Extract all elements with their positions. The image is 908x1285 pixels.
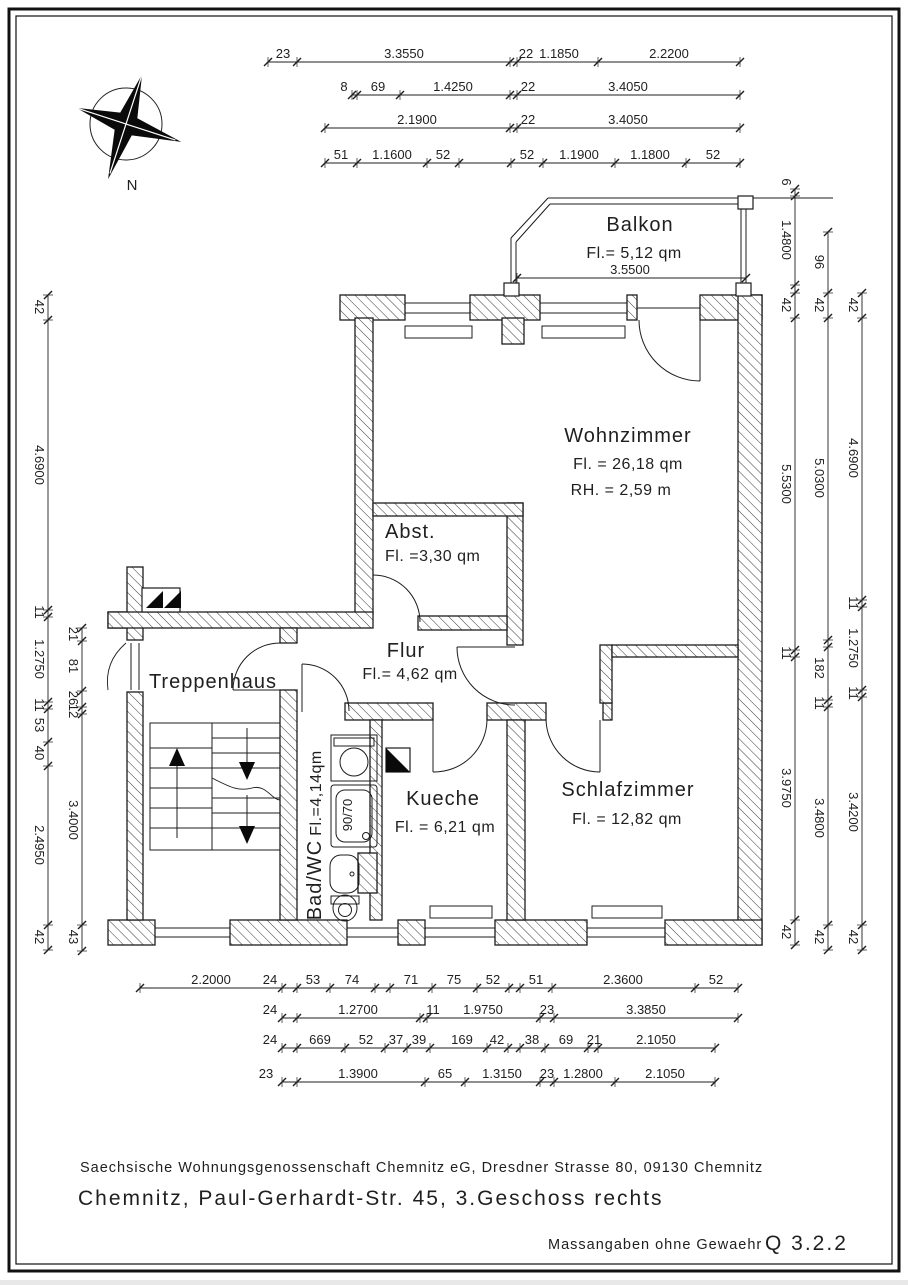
dimension-label: 5.5300 [779, 464, 794, 504]
kueche-area: Fl. = 6,21 qm [394, 819, 496, 836]
flur-area: Fl.= 4,62 qm [362, 666, 458, 683]
dimension-label: 23 [539, 1002, 555, 1017]
dimension-label: 1.2750 [32, 639, 47, 679]
dimension-label: 42 [489, 1032, 505, 1047]
dimension-label: 39 [411, 1032, 427, 1047]
bad-area: Fl.=4,14qm [308, 750, 325, 836]
dimension-label: 42 [846, 929, 861, 945]
dimension-label: 2.1050 [636, 1032, 676, 1047]
dimension-label: 52 [708, 972, 724, 987]
compass-north-label: N [126, 177, 138, 194]
vent-shaft-symbol [386, 748, 410, 772]
dimension-label: 21 [66, 626, 81, 642]
dimension-label: 52 [519, 147, 535, 162]
dimension-label: 53 [305, 972, 321, 987]
doors [233, 320, 700, 772]
dimension-label: 38 [524, 1032, 540, 1047]
dimension-label: 11 [426, 1002, 440, 1017]
dimension-label: 11 [779, 646, 794, 660]
dimension-label: 11 [32, 605, 47, 619]
dimension-label: 3.9750 [779, 768, 794, 808]
abstellraum-name: Abst. [385, 521, 436, 543]
dimension-label: 11 [812, 696, 827, 710]
toilet-icon [331, 895, 359, 921]
dimension-label: 2.2200 [649, 46, 689, 61]
dimension-label: 21 [586, 1032, 602, 1047]
dimension-label: 11 [846, 596, 861, 610]
dimension-label: 75 [446, 972, 462, 987]
dimension-label: 42 [812, 297, 827, 313]
dimension-label: 1.4250 [433, 79, 473, 94]
disclaimer-line: Massangaben ohne Gewaehr [548, 1237, 763, 1253]
dimension-label: 1.2700 [338, 1002, 378, 1017]
kueche-name: Kueche [406, 788, 480, 810]
schlafzimmer-area: Fl. = 12,82 qm [572, 811, 682, 828]
dimension-label: 11 [846, 686, 861, 700]
dimension-label: 24 [262, 1002, 278, 1017]
dimension-label: 4.6900 [846, 438, 861, 478]
dimension-label: 81 [66, 658, 81, 674]
treppenhaus-name: Treppenhaus [148, 671, 278, 693]
dimension-label: 12 [66, 703, 81, 719]
wohnzimmer-area: Fl. = 26,18 qm [573, 456, 683, 473]
room-labels [149, 214, 695, 920]
owner-line: Saechsische Wohnungsgenossenschaft Chemnitz eG, Dresdner Strasse 80, 09130 Chemnitz [80, 1160, 764, 1176]
dimension-label: 52 [358, 1032, 374, 1047]
stair-up-arrow [169, 748, 185, 838]
dimension-label: 1.1900 [559, 147, 599, 162]
dimension-label: 22 [520, 79, 536, 94]
dimension-label: 42 [779, 297, 794, 313]
dimension-label: 3.3850 [626, 1002, 666, 1017]
schlafzimmer-name: Schlafzimmer [561, 779, 695, 801]
dimension-label: 22 [518, 46, 534, 61]
dimension-label: 42 [32, 299, 47, 315]
dimension-label: 69 [558, 1032, 574, 1047]
dimension-label: 1.3900 [338, 1066, 378, 1081]
dimension-label: 42 [846, 297, 861, 313]
dimension-label: 65 [437, 1066, 453, 1081]
dimension-label: 52 [485, 972, 501, 987]
dimension-label: 1.2800 [563, 1066, 603, 1081]
title-block [78, 1160, 848, 1255]
dimension-label: 3.4800 [812, 798, 827, 838]
dimension-label: 3.3550 [384, 46, 424, 61]
walls [108, 295, 762, 945]
dimension-label: 43 [66, 929, 81, 945]
dimension-label: 1.2750 [846, 628, 861, 668]
dimension-label: 74 [344, 972, 360, 987]
dimension-label: 2.1900 [397, 112, 437, 127]
dimension-label: 669 [309, 1032, 331, 1047]
dimension-label: 71 [403, 972, 419, 987]
dimension-label: 3.4200 [846, 792, 861, 832]
abstellraum-area: Fl. =3,30 qm [385, 548, 481, 565]
dimension-label: 2.3600 [603, 972, 643, 987]
dimension-label: 52 [435, 147, 451, 162]
dimension-label: 1.3150 [482, 1066, 522, 1081]
chimney-symbol [142, 588, 181, 612]
balcony-area: Fl.= 5,12 qm [586, 245, 682, 262]
dimension-label: 2.1050 [645, 1066, 685, 1081]
washbasin-icon [330, 855, 359, 893]
dimension-label: 1.1800 [630, 147, 670, 162]
dimension-label: 169 [451, 1032, 473, 1047]
dimension-label: 23 [275, 46, 291, 61]
dimension-label: 40 [32, 745, 47, 761]
dimension-label: 3.4000 [66, 800, 81, 840]
wohnzimmer-name: Wohnzimmer [564, 425, 692, 447]
dimension-label: 2.4950 [32, 825, 47, 865]
dimension-label: 4.6900 [32, 445, 47, 485]
dimension-label: 42 [812, 929, 827, 945]
dimension-label: 3.5500 [610, 262, 650, 277]
dimension-label: 5.0300 [812, 458, 827, 498]
dimension-label: 26 [66, 690, 81, 706]
dimension-label: 96 [812, 254, 827, 270]
dimension-label: 3.4050 [608, 79, 648, 94]
dimension-label: 1.4800 [779, 220, 794, 260]
dimension-label: 2.2000 [191, 972, 231, 987]
dimension-label: 3.4050 [608, 112, 648, 127]
dimension-label: 8 [340, 79, 348, 94]
compass-rose-icon [59, 58, 198, 197]
dimension-label: 24 [262, 1032, 278, 1047]
dimension-label: 23 [258, 1066, 274, 1081]
dimension-label: 1.1600 [372, 147, 412, 162]
dimension-label: 1.1850 [539, 46, 579, 61]
dimension-label: 11 [32, 698, 47, 712]
wohnzimmer-height: RH. = 2,59 m [570, 482, 672, 499]
dimension-label: 22 [520, 112, 536, 127]
dimension-label: 182 [812, 657, 827, 679]
dimension-label: 23 [539, 1066, 555, 1081]
address-line: Chemnitz, Paul-Gerhardt-Str. 45, 3.Geschoss rechts [78, 1187, 664, 1210]
dimension-label: 42 [32, 929, 47, 945]
stair-down-arrows [239, 728, 255, 844]
dimension-label: 52 [705, 147, 721, 162]
dimension-label: 69 [370, 79, 386, 94]
dimension-label: 6 [779, 178, 794, 186]
dimension-label: 51 [528, 972, 544, 987]
dimension-label: 37 [388, 1032, 404, 1047]
sheet-number: Q 3.2.2 [765, 1232, 848, 1255]
staircase [150, 723, 280, 850]
dimension-label: 42 [779, 924, 794, 940]
bad-name: Bad/WC [304, 839, 326, 921]
dimension-label: 1.9750 [463, 1002, 503, 1017]
dimension-label: 53 [32, 717, 47, 733]
dimension-label: 24 [262, 972, 278, 987]
balcony-name: Balkon [606, 214, 674, 236]
bathtub-size-label: 90/70 [340, 798, 355, 832]
dimension-label: 51 [333, 147, 349, 162]
flur-name: Flur [386, 640, 426, 662]
